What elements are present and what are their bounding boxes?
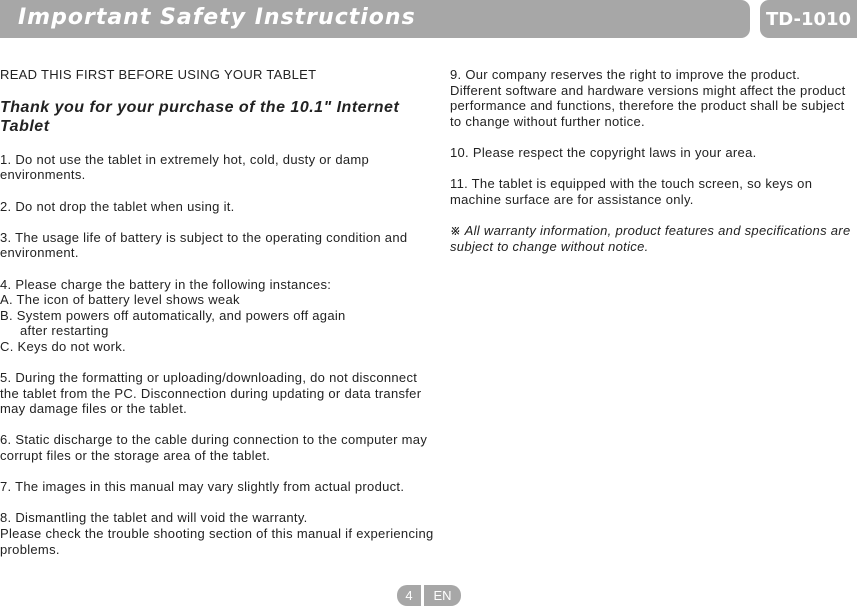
read-first-heading: READ THIS FIRST BEFORE USING YOUR TABLET: [0, 67, 317, 82]
instruction-4c: C. Keys do not work.: [0, 338, 126, 354]
instruction-9: 9. Our company reserves the right to improve the product. Different software and hardware versions might affect the product performance and functions, therefore the product shall be subject to change without further notice.: [450, 67, 846, 129]
instruction-8-note: Please check the trouble shooting section of this manual if experiencing problems.: [0, 526, 434, 557]
warranty-note: ※ All warranty information, product features and specifications are subject to change without notice.: [450, 222, 851, 254]
page-title: Important Safety Instructions: [18, 5, 416, 30]
model-badge: TD-1010: [760, 0, 857, 38]
instruction-8: 8. Dismantling the tablet and will void the warranty.: [0, 510, 308, 526]
instruction-5: 5. During the formatting or uploading/downloading, do not disconnect the tablet from the PC. Disconnection during updating or data transfer may damage files or the tablet.: [0, 370, 422, 417]
instruction-4b-continued: after restarting: [20, 323, 109, 339]
instruction-2: 2. Do not drop the tablet when using it.: [0, 198, 235, 214]
instruction-4b: B. System powers off automatically, and powers off again: [0, 307, 346, 323]
instruction-6: 6. Static discharge to the cable during connection to the computer may corrupt files or the storage area of the tablet.: [0, 432, 428, 464]
instruction-10: 10. Please respect the copyright laws in your area.: [450, 144, 757, 160]
right-column: [450, 67, 855, 254]
left-column: [0, 67, 440, 557]
page-number: 4: [397, 585, 421, 606]
instruction-4: 4. Please charge the battery in the following instances:: [0, 276, 332, 292]
instruction-3: 3. The usage life of battery is subject to the operating condition and environment.: [0, 229, 408, 261]
instruction-4a: A. The icon of battery level shows weak: [0, 292, 240, 308]
instruction-11: 11. The tablet is equipped with the touch screen, so keys on machine surface are for assistance only.: [450, 176, 813, 207]
language-tag: EN: [424, 585, 461, 606]
intro-text: Thank you for your purchase of the 10.1" Internet Tablet: [0, 99, 400, 136]
header-bar: [0, 0, 750, 38]
instruction-7: 7. The images in this manual may vary slightly from actual product.: [0, 479, 405, 495]
instruction-1: 1. Do not use the tablet in extremely hot, cold, dusty or damp environments.: [0, 151, 370, 183]
